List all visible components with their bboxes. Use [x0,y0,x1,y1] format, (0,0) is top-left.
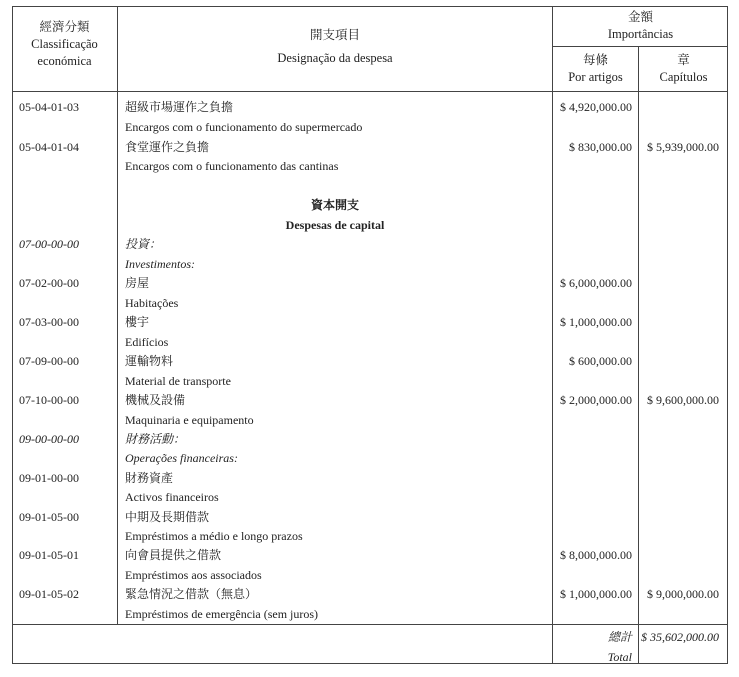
row-article-amount: $ 6,000,000.00 [560,276,632,290]
header-classification-zh: 經濟分類 [39,20,90,34]
header-amounts-pt: Importâncias [607,27,674,41]
row-code: 09-01-05-00 [19,510,79,524]
row-article-amount: $ 830,000.00 [569,140,632,154]
header-bottom-line [12,91,728,92]
row-code: 05-04-01-03 [19,100,79,114]
row-desc-pt: Activos financeiros [125,490,219,504]
header-amounts [553,9,728,43]
total-amount: $ 35,602,000.00 [641,630,719,644]
row-desc-pt: Maquinaria e equipamento [125,413,254,427]
row-article-amount: $ 4,920,000.00 [560,100,632,114]
row-desc-zh: 超級市場運作之負擔 [125,100,234,114]
row-desc-pt: Encargos com o funcionamento do supermercado [125,120,363,134]
row-chapter-amount: $ 9,000,000.00 [647,587,719,601]
header-designation-zh: 開支項目 [309,28,360,42]
header-chapters-pt: Capítulos [659,70,708,84]
header-amounts-zh: 金額 [627,10,653,24]
row-desc-pt: Habitações [125,296,179,310]
row-desc-zh: 投資： [125,237,162,251]
row-article-amount: $ 1,000,000.00 [560,587,632,601]
row-code: 09-00-00-00 [19,432,79,446]
row-article-amount: $ 2,000,000.00 [560,393,632,407]
row-code: 07-09-00-00 [19,354,79,368]
row-desc-pt: Operações financeiras: [125,451,238,465]
row-desc-pt: Empréstimos a médio e longo prazos [125,529,303,543]
header-designation-pt: Designação da despesa [277,51,393,65]
header-chapters-zh: 章 [677,53,690,67]
row-chapter-amount: $ 5,939,000.00 [647,140,719,154]
row-code: 07-10-00-00 [19,393,79,407]
total-label-pt: Total [607,650,632,664]
row-desc-pt: Investimentos: [125,257,195,271]
col-divider-code [117,6,118,624]
row-desc-zh: 機械及設備 [125,393,186,407]
col-divider-article [638,46,639,664]
row-code: 07-03-00-00 [19,315,79,329]
amount-header-divider [553,46,728,47]
header-chapters [639,52,728,86]
header-classification-pt-2: económica [37,54,92,68]
section-title-pt: Despesas de capital [285,218,385,232]
row-article-amount: $ 8,000,000.00 [560,548,632,562]
header-per-article [553,52,638,86]
header-per-article-pt: Por artigos [568,70,623,84]
row-code: 09-01-05-01 [19,548,79,562]
row-code: 05-04-01-04 [19,140,79,154]
row-desc-pt: Empréstimos de emergência (sem juros) [125,607,319,621]
row-desc-zh: 樓宇 [125,315,150,329]
row-code: 07-00-00-00 [19,237,79,251]
row-desc-pt: Material de transporte [125,374,231,388]
row-desc-zh: 食堂運作之負擔 [125,140,210,154]
header-per-article-zh: 每條 [582,53,608,67]
header-classification-pt-1: Classificação [31,37,98,51]
row-desc-zh: 緊急情況之借款（無息） [125,587,258,601]
row-article-amount: $ 1,000,000.00 [560,315,632,329]
row-article-amount: $ 600,000.00 [569,354,632,368]
row-desc-zh: 財務活動： [125,432,186,446]
row-desc-zh: 中期及長期借款 [125,510,210,524]
row-desc-zh: 財務資產 [125,471,174,485]
section-title-zh: 資本開支 [310,198,359,212]
total-label-zh: 總計 [607,630,632,644]
row-desc-pt: Empréstimos aos associados [125,568,262,582]
total-top-line [12,624,728,625]
row-desc-pt: Encargos com o funcionamento das cantinas [125,159,339,173]
header-classification [12,19,117,70]
row-desc-zh: 運輸物料 [125,354,174,368]
row-desc-zh: 向會員提供之借款 [125,548,222,562]
row-code: 07-02-00-00 [19,276,79,290]
row-code: 09-01-00-00 [19,471,79,485]
row-desc-pt: Edifícios [125,335,169,349]
row-code: 09-01-05-02 [19,587,79,601]
row-desc-zh: 房屋 [125,276,150,290]
header-designation [118,27,552,67]
row-chapter-amount: $ 9,600,000.00 [647,393,719,407]
